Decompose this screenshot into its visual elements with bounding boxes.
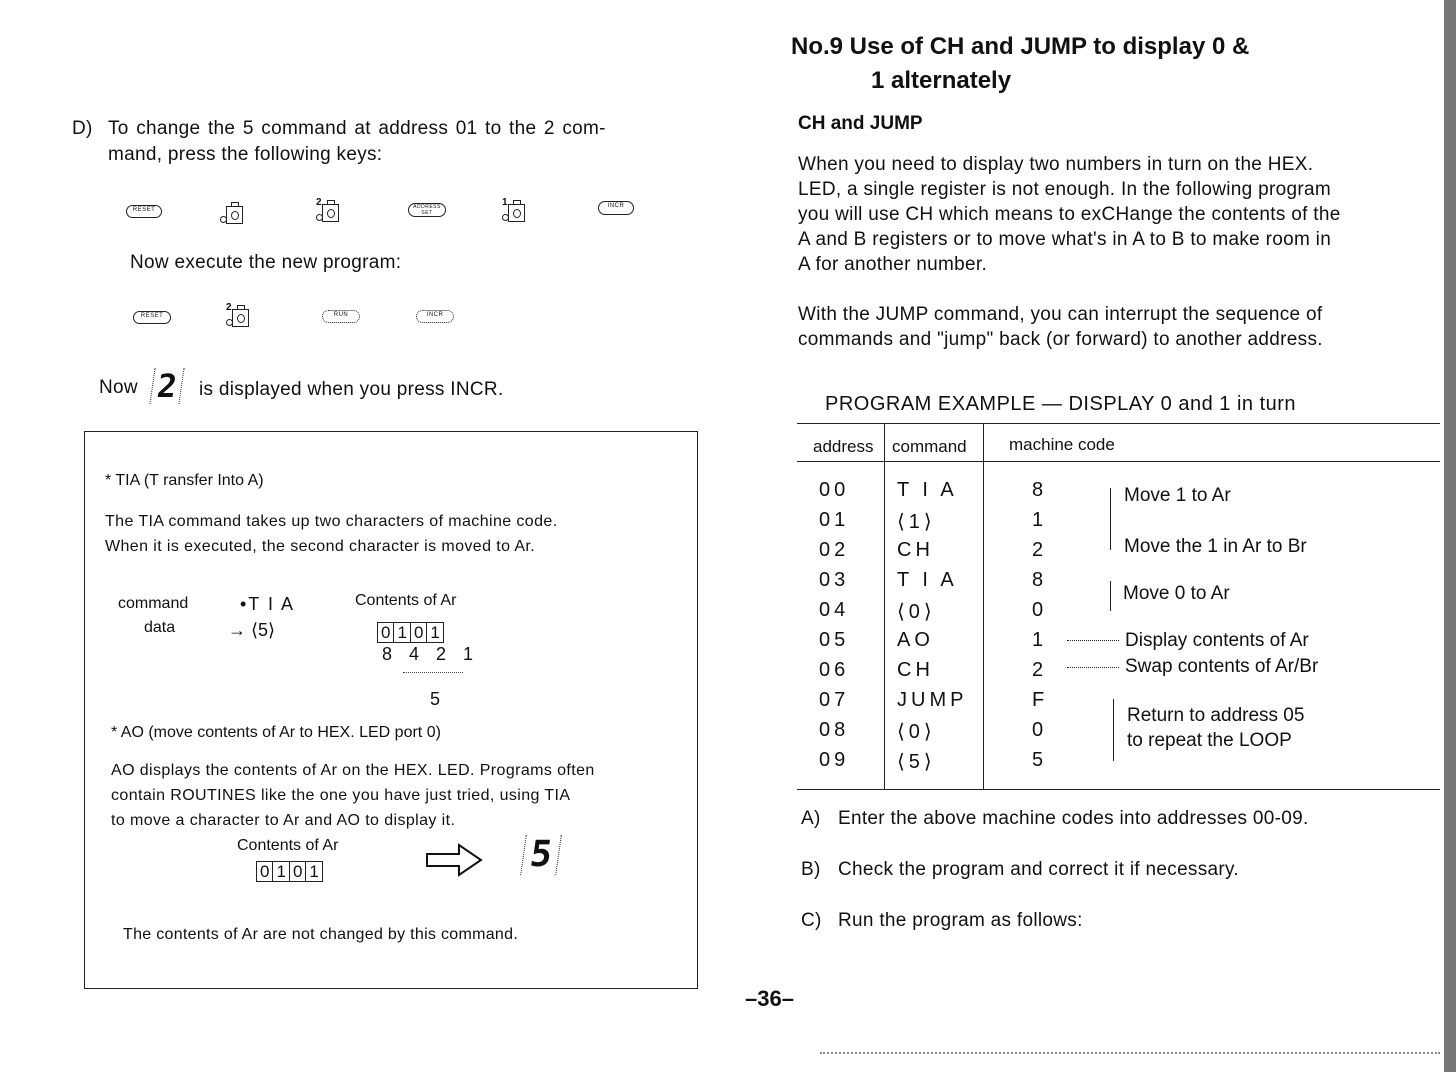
sum-divider: [403, 672, 463, 673]
ao-description: [111, 758, 691, 833]
code-cell: F: [1032, 689, 1049, 711]
bit-2: 0: [410, 622, 427, 643]
key-label: 2: [316, 197, 322, 208]
command-cell: ⟨0⟩: [897, 721, 936, 743]
tia-line-1: The TIA command takes up two characters of machine code.: [105, 513, 558, 530]
after-digit-text: is displayed when you press INCR.: [199, 379, 504, 400]
command-cell: T I A: [897, 569, 958, 591]
info-box: [84, 431, 698, 989]
decimal-result: 5: [430, 689, 441, 709]
bracket: [1113, 699, 1114, 761]
bit-2: 0: [289, 861, 306, 882]
table-title: PROGRAM EXAMPLE — DISPLAY 0 and 1 in turn: [825, 393, 1297, 415]
leader-dots: [1067, 640, 1119, 641]
table-row: [797, 629, 1437, 659]
para1-line: A for another number.: [798, 254, 988, 275]
tia-description: [105, 509, 675, 559]
code-cell: 8: [1032, 479, 1048, 501]
command-cell: ⟨1⟩: [897, 511, 936, 533]
contents-of-ar-label-2: Contents of Ar: [237, 837, 339, 854]
number-key-1[interactable]: [220, 200, 242, 228]
step-a-label: A): [801, 808, 821, 829]
table-row: [797, 569, 1437, 599]
code-cell: 0: [1032, 599, 1048, 621]
tia-heading: * TIA (T ransfer Into A): [105, 472, 264, 489]
command-cell: ⟨5⟩: [897, 751, 936, 773]
address-cell: 06: [819, 659, 850, 681]
page-edge-shadow: [1444, 0, 1456, 1072]
table-row: [797, 749, 1437, 779]
bracket: [1110, 581, 1111, 611]
step-d-label: D): [72, 118, 93, 139]
number-key-2[interactable]: [226, 303, 248, 331]
led-digit-display: 5: [520, 835, 562, 875]
address-cell: 08: [819, 719, 850, 741]
table-row: [797, 659, 1437, 689]
key-face-icon: [322, 204, 339, 222]
key-label: 1: [502, 197, 508, 208]
bracket: [1110, 488, 1111, 550]
code-cell: 1: [1032, 629, 1048, 651]
table-top-rule: [797, 423, 1440, 424]
scan-artifact: [820, 1052, 1440, 1058]
bit-4: 1: [272, 861, 289, 882]
note-move-1: Move 1 to Ar: [1124, 485, 1231, 506]
step-d-line1: To change the 5 command at address 01 to the 2 com-: [108, 118, 606, 139]
table-row: [797, 599, 1437, 629]
code-cell: 2: [1032, 539, 1048, 561]
header-machine-code: machine code: [1009, 435, 1115, 454]
note-return-line-2: to repeat the LOOP: [1127, 730, 1292, 751]
data-label: data: [144, 619, 176, 636]
para2-line: commands and "jump" back (or forward) to another address.: [798, 329, 1323, 350]
box-footer: The contents of Ar are not changed by this command.: [123, 926, 519, 943]
paragraph-1: [798, 152, 1418, 277]
key-face-icon: [508, 204, 525, 222]
run-key[interactable]: RUN: [322, 310, 360, 323]
step-b-text: Check the program and correct it if necessary.: [838, 859, 1239, 880]
incr-key[interactable]: INCR: [598, 201, 634, 215]
note-return-line-1: Return to address 05: [1127, 705, 1305, 726]
key-face-icon: [232, 309, 249, 327]
step-b-label: B): [801, 859, 821, 880]
reset-key[interactable]: RESET: [133, 311, 171, 324]
address-set-key[interactable]: ADDRESS SET: [408, 203, 446, 217]
table-bottom-rule: [797, 789, 1440, 790]
code-cell: 8: [1032, 569, 1048, 591]
command-cell: CH: [897, 539, 934, 561]
address-cell: 05: [819, 629, 850, 651]
led-digit-display: 2: [149, 368, 184, 404]
command-cell: CH: [897, 659, 934, 681]
bit-8: 0: [256, 861, 273, 882]
ar-register-bits-2: [256, 861, 322, 882]
key-dot-icon: [220, 216, 227, 223]
code-cell: 5: [1032, 749, 1048, 771]
table-row: [797, 479, 1437, 509]
address-cell: 02: [819, 539, 850, 561]
table-header-rule: [797, 461, 1440, 462]
ao-heading: * AO (move contents of Ar to HEX. LED port 0): [111, 724, 441, 741]
address-cell: 00: [819, 479, 850, 501]
code-cell: 0: [1032, 719, 1048, 741]
bit-1: 1: [305, 861, 322, 882]
note-return: [1127, 703, 1304, 753]
address-cell: 09: [819, 749, 850, 771]
table-row: [797, 689, 1437, 719]
ao-line-1: AO displays the contents of Ar on the HEX. LED. Programs often: [111, 762, 595, 779]
key-face-icon: [226, 206, 243, 224]
command-label: command: [118, 595, 189, 612]
subheading: CH and JUMP: [798, 113, 923, 134]
command-cell: ⟨0⟩: [897, 601, 936, 623]
code-cell: 1: [1032, 509, 1048, 531]
key-dot-icon: [226, 319, 233, 326]
key-dot-icon: [316, 214, 323, 221]
note-swap: Swap contents of Ar/Br: [1125, 656, 1319, 677]
bit-8: 0: [377, 622, 394, 643]
para1-line: A and B registers or to move what's in A to B to make room in: [798, 229, 1332, 250]
data-value: → ⟨5⟩: [228, 620, 276, 640]
bit-1: 1: [426, 622, 443, 643]
ar-register-bits: [377, 622, 443, 643]
paragraph-2: [798, 302, 1418, 352]
command-cell: AO: [897, 629, 934, 651]
table-row: [797, 719, 1437, 749]
header-command: command: [892, 437, 967, 456]
tia-line-2: When it is executed, the second character is moved to Ar.: [105, 538, 536, 555]
para1-line: When you need to display two numbers in turn on the HEX.: [798, 154, 1314, 175]
page-number: –36–: [745, 986, 794, 1011]
step-d-line2: mand, press the following keys:: [108, 144, 383, 165]
step-c-label: C): [801, 910, 822, 931]
address-cell: 04: [819, 599, 850, 621]
section-title: [791, 30, 1249, 98]
contents-of-ar-label: Contents of Ar: [355, 592, 457, 609]
key-label: 2: [226, 302, 232, 313]
number-key-3[interactable]: [502, 198, 524, 226]
number-key-2[interactable]: [316, 198, 338, 226]
step-c-text: Run the program as follows:: [838, 910, 1083, 931]
reset-key[interactable]: RESET: [126, 205, 162, 218]
para1-line: you will use CH which means to exCHange the contents of the: [798, 204, 1341, 225]
command-value: •T I A: [240, 594, 295, 614]
para2-line: With the JUMP command, you can interrupt the sequence of: [798, 304, 1323, 325]
step-a-text: Enter the above machine codes into addresses 00-09.: [838, 808, 1309, 829]
address-cell: 07: [819, 689, 850, 711]
para1-line: LED, a single register is not enough. In the following program: [798, 179, 1331, 200]
ao-line-2: contain ROUTINES like the one you have just tried, using TIA: [111, 787, 571, 804]
ao-line-3: to move a character to Ar and AO to display it.: [111, 812, 456, 829]
table-row: [797, 509, 1437, 539]
now-text: Now: [99, 377, 138, 398]
leader-dots: [1067, 667, 1119, 668]
note-move-1-to-br: Move the 1 in Ar to Br: [1124, 536, 1307, 557]
note-move-0: Move 0 to Ar: [1123, 583, 1230, 604]
command-cell: JUMP: [897, 689, 968, 711]
execute-text: Now execute the new program:: [130, 252, 402, 273]
address-cell: 01: [819, 509, 850, 531]
key-dot-icon: [502, 214, 509, 221]
title-line-1: No.9 Use of CH and JUMP to display 0 &: [791, 33, 1250, 60]
bit-weights: 8 4 2 1: [382, 644, 480, 664]
right-arrow-icon: [425, 842, 485, 878]
incr-key[interactable]: INCR: [416, 310, 454, 323]
code-cell: 2: [1032, 659, 1048, 681]
command-cell: T I A: [897, 479, 958, 501]
table-row: [797, 539, 1437, 569]
header-address: address: [813, 437, 874, 456]
address-cell: 03: [819, 569, 850, 591]
note-display: Display contents of Ar: [1125, 630, 1309, 651]
bit-4: 1: [393, 622, 410, 643]
title-line-2: 1 alternately: [871, 67, 1012, 94]
program-table: [797, 423, 1440, 791]
